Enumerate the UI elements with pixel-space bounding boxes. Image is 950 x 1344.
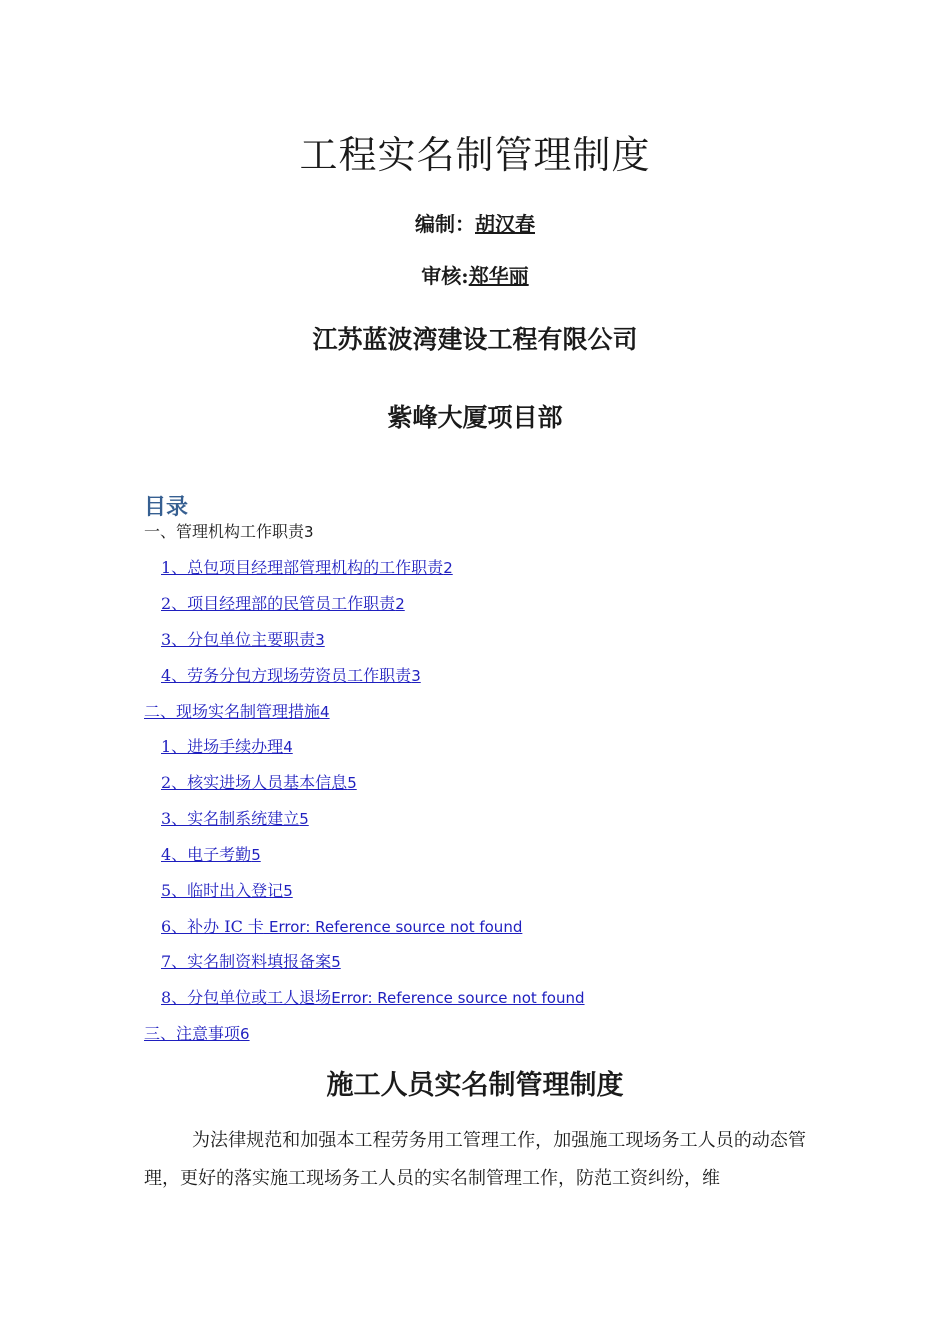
toc-item-page: 5 (347, 774, 357, 792)
toc-item-page: 2 (443, 559, 453, 577)
toc-link[interactable] (161, 952, 341, 972)
toc-item-page: 4 (283, 738, 293, 756)
toc-item-page: 2 (395, 595, 405, 613)
toc-item-page: 5 (251, 846, 261, 864)
company-name: 江苏蓝波湾建设工程有限公司 (312, 325, 638, 354)
toc-link[interactable] (161, 558, 453, 578)
toc-item-text: 3、分包单位主要职责 (161, 630, 316, 649)
toc-item-page: 5 (331, 953, 341, 971)
toc-item-text: 3、实名制系统建立 (161, 809, 300, 828)
toc-link[interactable] (161, 666, 421, 686)
document-title: 工程实名制管理制度 (299, 133, 651, 177)
toc-item-text: 6、补办 IC 卡 (161, 917, 264, 936)
toc-item-text: 2、项目经理部的民管员工作职责 (161, 594, 396, 613)
toc-item-text: 2、核实进场人员基本信息 (161, 773, 348, 792)
project-name: 紫峰大厦项目部 (387, 403, 563, 432)
reviewer-label: 审核: (421, 264, 469, 288)
toc-link[interactable] (161, 917, 522, 937)
toc-item-text: 1、总包项目经理部管理机构的工作职责 (161, 558, 444, 577)
toc-item-page: 3 (315, 631, 325, 649)
toc-item-text: 1、进场手续办理 (161, 737, 284, 756)
toc-link[interactable] (161, 773, 357, 793)
toc-item-page: 6 (240, 1025, 250, 1043)
compiler-name: 胡汉春 (475, 212, 535, 236)
toc-item-page: 5 (299, 810, 309, 828)
toc-link[interactable] (144, 702, 330, 722)
toc-item-page: Error: Reference source not found (269, 918, 523, 936)
toc-item-text: 二、现场实名制管理措施 (144, 702, 321, 721)
toc-item-page: 3 (411, 667, 421, 685)
toc-link[interactable] (161, 594, 405, 614)
compiler-label: 编制： (415, 212, 475, 236)
reviewer-name: 郑华丽 (468, 264, 529, 288)
toc-item-page: 3 (304, 523, 314, 541)
toc-link[interactable] (144, 1024, 250, 1044)
toc-link[interactable] (161, 988, 585, 1008)
compiler-line (0, 208, 950, 237)
toc-link[interactable] (161, 809, 309, 829)
section-title: 施工人员实名制管理制度 (326, 1070, 624, 1101)
toc-link[interactable] (161, 737, 293, 757)
toc-item (144, 522, 314, 542)
toc-item-text: 7、实名制资料填报备案 (161, 952, 332, 971)
toc-item-text: 4、电子考勤 (161, 845, 252, 864)
toc-item-page: Error: Reference source not found (331, 989, 585, 1007)
toc-heading: 目录 (144, 495, 189, 520)
toc-item-page: 4 (320, 703, 330, 721)
toc-link[interactable] (161, 881, 293, 901)
toc-item-text: 5、临时出入登记 (161, 881, 284, 900)
toc-link[interactable] (161, 630, 325, 650)
toc-item-text: 三、注意事项 (144, 1024, 241, 1043)
toc-item-text: 4、劳务分包方现场劳资员工作职责 (161, 666, 412, 685)
toc-link[interactable] (161, 845, 261, 865)
toc-item-page: 5 (283, 882, 293, 900)
reviewer-line (0, 260, 950, 289)
toc-item-text: 8、分包单位或工人退场 (161, 988, 332, 1007)
body-paragraph: 为法律规范和加强本工程劳务用工管理工作，加强施工现场务工人员的动态管理，更好的落实施工现场务工人员的实名制管理工作，防范工资纠纷，维 (144, 1130, 806, 1189)
toc-item-text: 一、管理机构工作职责 (144, 522, 305, 541)
